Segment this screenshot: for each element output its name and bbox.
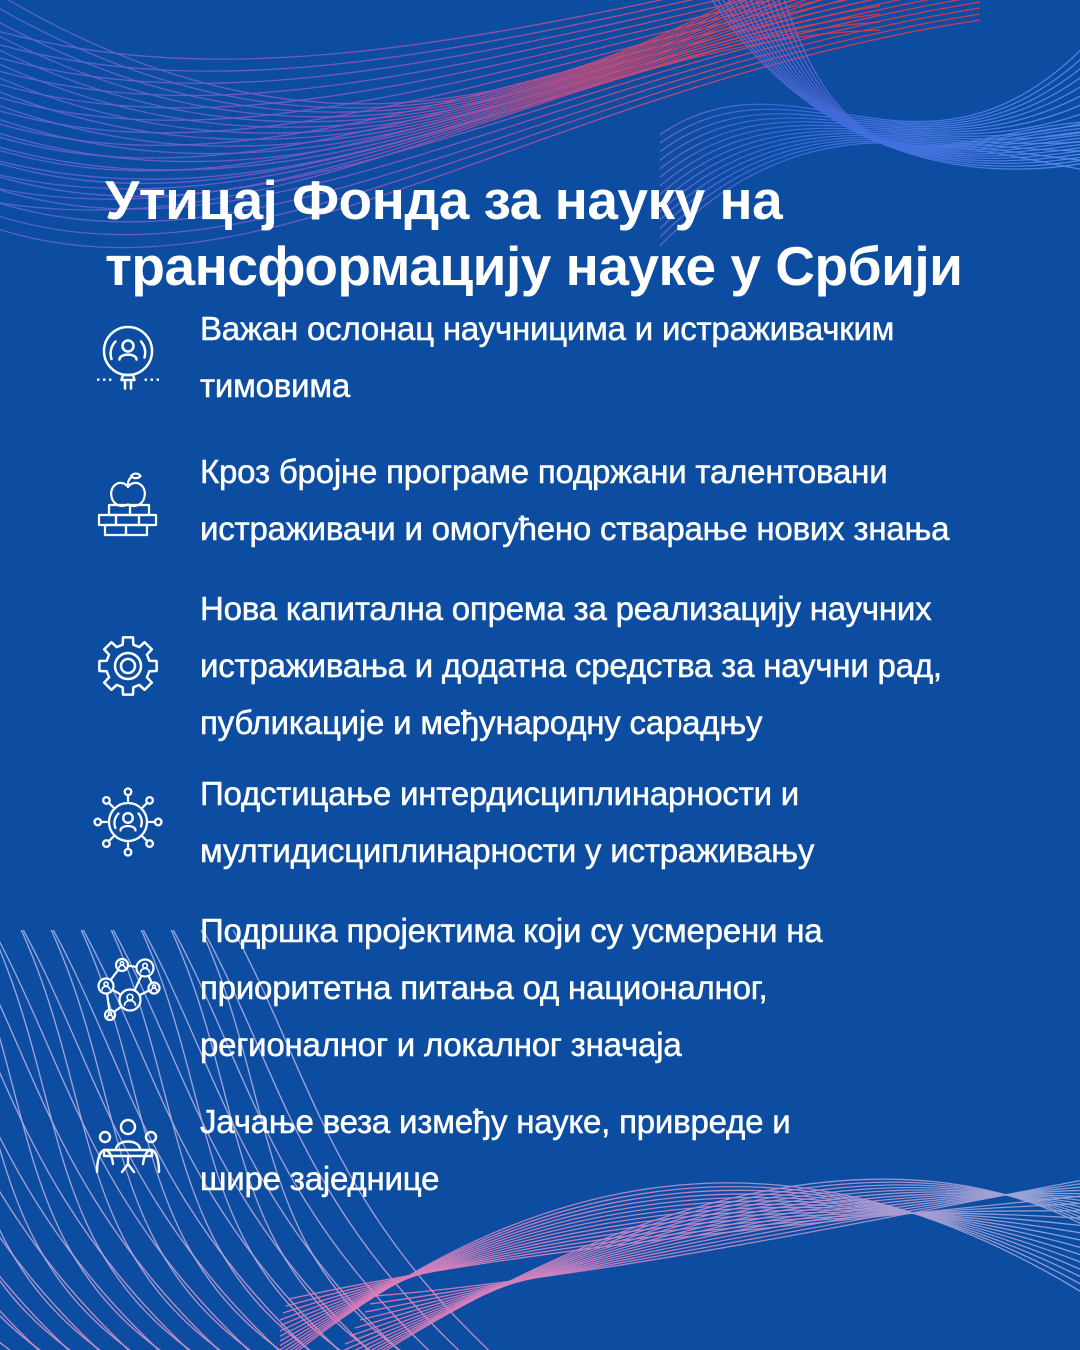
list-item-text: Важан ослонац научницима и истраживачким тимовима xyxy=(200,310,895,404)
list-item-text: Подстицање интердисциплинарности и мултидисциплинарности у истраживању xyxy=(200,775,815,869)
page-title-line-2: трансформацију науке у Србији xyxy=(105,234,963,297)
list-item xyxy=(0,443,1080,557)
page-title xyxy=(105,167,1025,299)
list-item-text: Подршка пројектима који су усмерени на приоритетна питања од националног, регионалног и локалног значаја xyxy=(200,912,823,1063)
page-title-line-1: Утицај Фонда за науку на xyxy=(105,168,783,231)
list-item xyxy=(0,580,1080,751)
list-item-text: Нова капитална опрема за реализацију научних истраживања и додатна средства за научни рад, публикације и међународну сарадњу xyxy=(200,590,942,741)
meeting-table-icon xyxy=(88,1110,168,1190)
list-item xyxy=(0,300,1080,414)
researcher-lightbulb-icon xyxy=(88,317,168,397)
list-item xyxy=(0,765,1080,879)
gear-icon xyxy=(88,626,168,706)
list-item-text: Кроз бројне програме подржани талентовани истраживачи и омогућено стварање нових знања xyxy=(200,453,950,547)
list-item xyxy=(0,1093,1080,1207)
interdisciplinary-network-icon xyxy=(88,782,168,862)
people-network-icon xyxy=(88,948,168,1028)
list-item-text: Јачање веза између науке, привреде и шире заједнице xyxy=(200,1103,791,1197)
apple-on-books-icon xyxy=(88,460,168,540)
list-item xyxy=(0,902,1080,1073)
